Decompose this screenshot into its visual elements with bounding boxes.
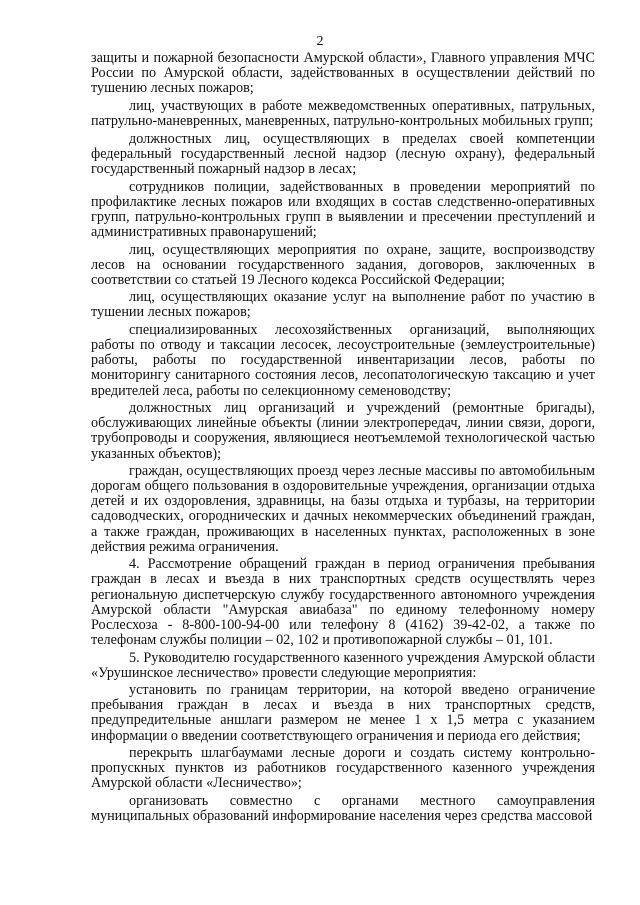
paragraph-2: лиц, участвующих в работе межведомственных оперативных, патрульных, патрульно-маневренных, маневренных, патрульно-контрольных мобильных групп;	[91, 97, 595, 129]
paragraph-3: должностных лиц, осуществляющих в пределах своей компетенции федеральный государственный лесной надзор (лесную охрану), федеральный государственный пожарный надзор в лесах;	[91, 130, 595, 177]
paragraph-4: сотрудников полиции, задействованных в проведении мероприятий по профилактике лесных пожаров или входящих в состав следственно-оперативных групп, патрульно-контрольных групп в выявлении и пресечении преступлений и административных правонарушений;	[91, 178, 595, 240]
paragraph-8: должностных лиц организаций и учреждений (ремонтные бригады), обслуживающих линейные объекты (линии электропередач, линии связи, дороги, трубопроводы и сооружения, являющиеся неотъемлемой технологической частью указанных объектов);	[91, 400, 595, 462]
paragraph-13: перекрыть шлагбаумами лесные дороги и создать систему контрольно-пропускных пунктов из работников государственного казенного учреждения Амурской области «Лесничество»;	[91, 745, 595, 792]
paragraph-5: лиц, осуществляющих мероприятия по охране, защите, воспроизводству лесов на основании государственного задания, договоров, заключенных в соответствии со статьей 19 Лесного кодекса Российской Федерации;	[91, 241, 595, 288]
paragraph-14: организовать совместно с органами местного самоуправления муниципальных образований информирование населения через средства массовой	[91, 793, 595, 825]
paragraph-12: установить по границам территории, на которой введено ограничение пребывания граждан в лесах и въезда в них транспортных средств, предупредительные аншлаги размером не менее 1 х 1,5 метра с указанием информации о введении соответствующего ограничения и периода его действия;	[91, 682, 595, 744]
document-body	[91, 51, 595, 827]
page-number: 2	[316, 34, 324, 49]
paragraph-7: специализированных лесохозяйственных организаций, выполняющих работы по отводу и таксации лесосек, лесоустроительные (землеустроительные) работы, работы по государственной инвентаризации лесов, работы по мониторингу санитарного состояния лесов, лесопатологическую таксацию и учет вредителей леса, работы по селекционному семеноводству;	[91, 322, 595, 399]
paragraph-11: 5. Руководителю государственного казенного учреждения Амурской области «Урушинское лесничество» провести следующие мероприятия:	[91, 649, 595, 681]
paragraph-9: граждан, осуществляющих проезд через лесные массивы по автомобильным дорогам общего пользования в оздоровительные учреждения, организации отдыха детей и их оздоровления, здравницы, на базы отдыха и турбазы, на территории садоводческих, огороднических и дачных некоммерческих объединений граждан, а также граждан, проживающих в населенных пунктах, расположенных в зоне действия режима ограничения.	[91, 463, 595, 555]
paragraph-1: защиты и пожарной безопасности Амурской области», Главного управления МЧС России по Амурской области, задействованных в осуществлении действий по тушению лесных пожаров;	[91, 50, 595, 97]
paragraph-6: лиц, осуществляющих оказание услуг на выполнение работ по участию в тушении лесных пожаров;	[91, 289, 595, 321]
paragraph-10: 4. Рассмотрение обращений граждан в период ограничения пребывания граждан в лесах и въезда в них транспортных средств осуществлять через региональную диспетчерскую службу государственного автономного учреждения Амурской области "Амурская авиабаза" по единому телефонному номеру Рослесхоза - 8-800-100-94-00 или телефону 8 (4162) 39-42-02, а также по телефонам службы полиции – 02, 102 и противопожарной службы – 01, 101.	[91, 556, 595, 648]
